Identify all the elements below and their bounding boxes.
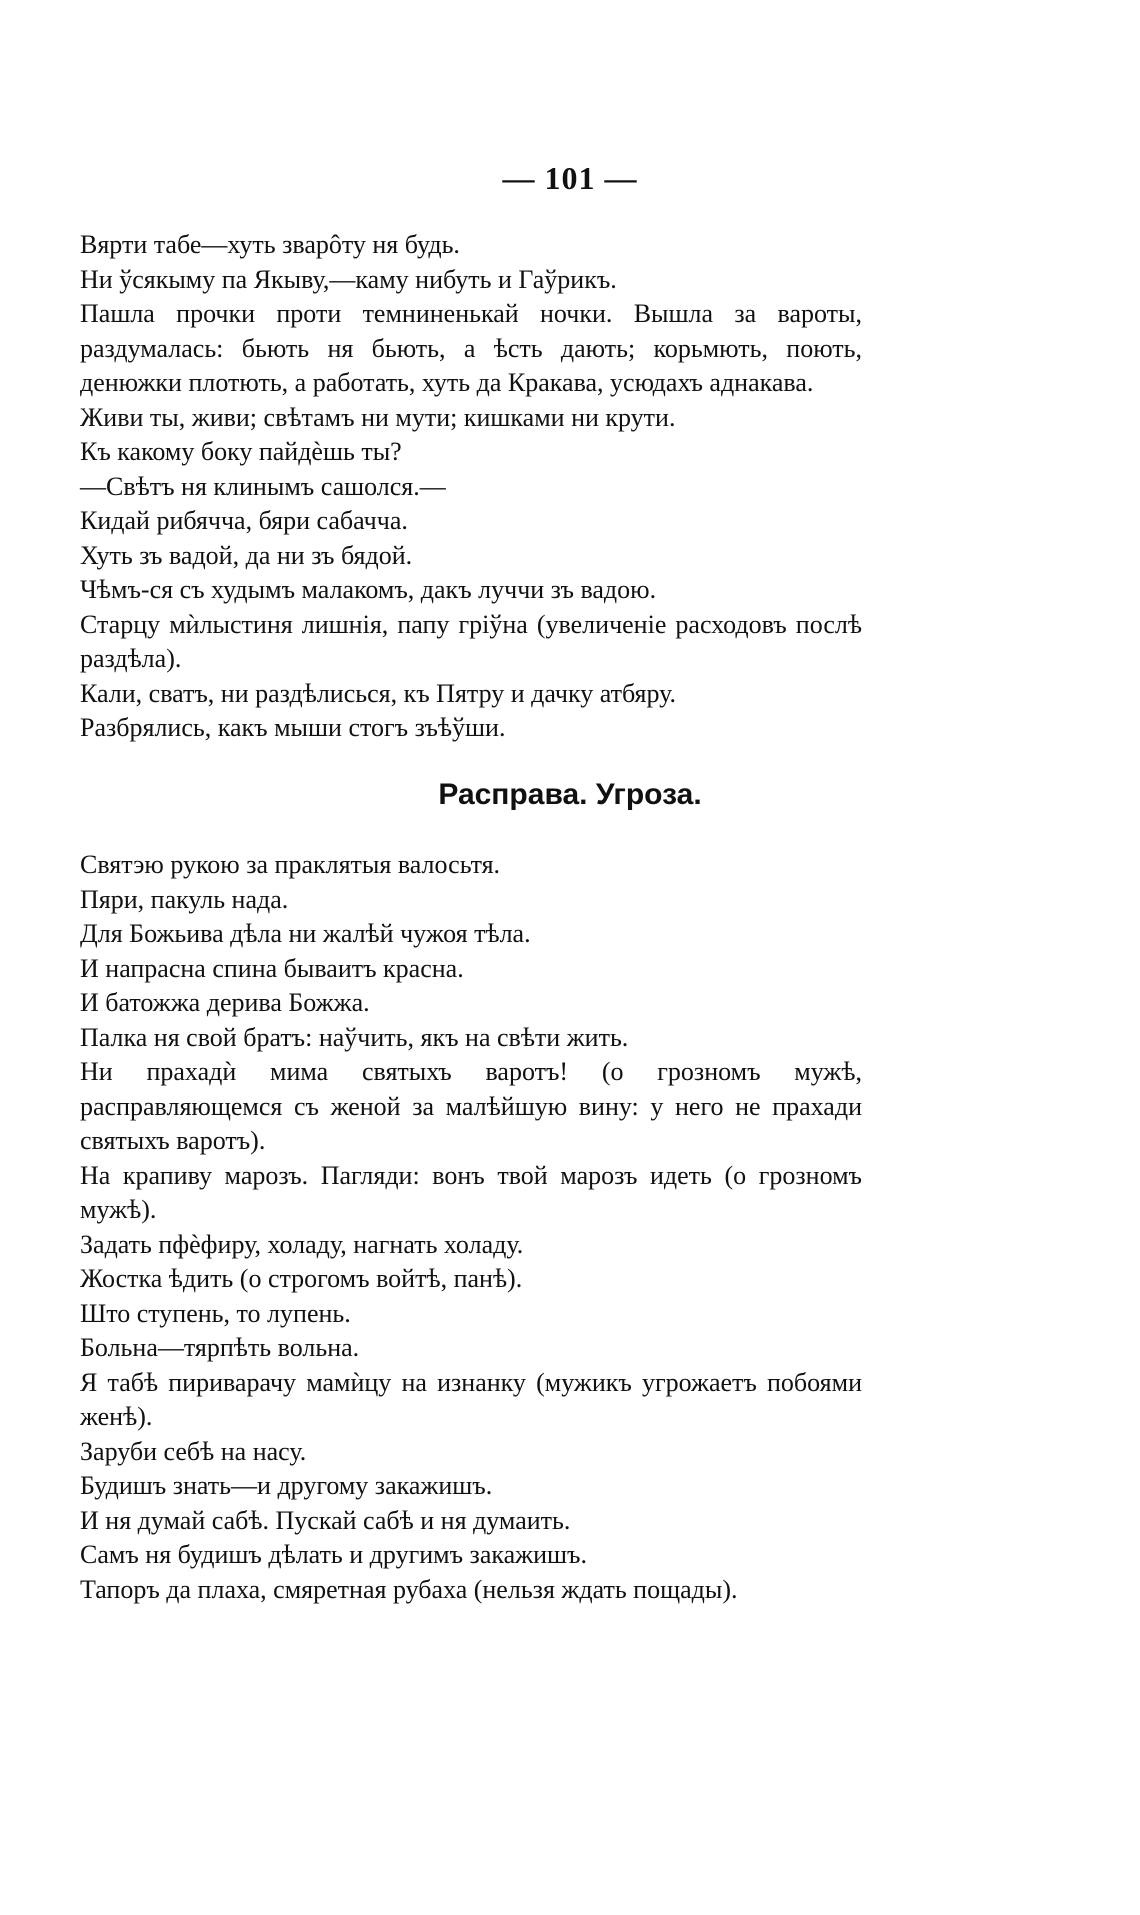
proverb-line: Пяри, пакуль нада.: [80, 884, 289, 914]
proverb-line: Пашла прочки проти темниненькай ночки. Вышла за вароты, раздумалась: бьють ня бьють, а ѣсть дають; корьмють, поють, денюжки плотють, а работать, хуть да Кракава, усюдахъ аднакава.: [80, 299, 862, 397]
proverb-line: Къ какому боку пайдѐшь ты?: [80, 437, 402, 466]
proverbs-section-punishment: [80, 848, 862, 1607]
proverb-line: И батожжа дерива Божжа.: [80, 988, 370, 1017]
proverbs-section-division: [80, 228, 862, 746]
proverb-line: Заруби себѣ на насу.: [80, 1436, 307, 1466]
proverb-line: И напрасна спина бываитъ красна.: [80, 953, 464, 983]
proverb-line: И ня думай сабѣ. Пускай сабѣ и ня думаить.: [80, 1505, 571, 1535]
section-heading: Расправа. Угроза.: [438, 778, 702, 811]
proverb-line: Тапоръ да плаха, смяретная рубаха (нельзя ждать пощады).: [80, 1574, 738, 1604]
proverb-line: Чѣмъ-ся съ худымъ малакомъ, дакъ луччи зъ вадою.: [80, 575, 657, 604]
proverb-line: Кидай рибячча, бяри сабачча.: [80, 506, 408, 535]
proverb-line: Живи ты, живи; свѣтамъ ни мути; кишками ни крути.: [80, 402, 676, 432]
proverb-line: Разбрялись, какъ мыши стогъ зъѣўши.: [80, 713, 506, 742]
proverb-line: —Свѣтъ ня клинымъ сашолся.—: [80, 471, 446, 501]
proverb-line: Старцу мѝлыстиня лишнія, папу гріўна (увеличеніе расходовъ послѣ раздѣла).: [80, 609, 862, 673]
proverb-line: Вярти табе—хуть зварôту ня будь.: [80, 230, 460, 259]
proverb-line: Для Божьива дѣла ни жалѣй чужоя тѣла.: [80, 919, 531, 948]
proverb-line: Задать пфѐфиру, холаду, нагнать холаду.: [80, 1229, 524, 1259]
proverb-line: Хуть зъ вадой, да ни зъ бядой.: [80, 540, 413, 570]
proverb-line: Самъ ня будишъ дѣлать и другимъ закажишъ.: [80, 1540, 587, 1569]
proverb-line: Жостка ѣдить (о строгомъ войтѣ, панѣ).: [80, 1264, 523, 1293]
proverb-line: Кали, сватъ, ни раздѣлисься, къ Пятру и дачку атбяру.: [80, 678, 677, 708]
proverb-line: Святэю рукою за праклятыя валосьтя.: [80, 850, 501, 879]
proverb-line: Палка ня свой братъ: наўчить, якъ на свѣти жить.: [80, 1022, 629, 1052]
proverb-line: Я табѣ пириварачу мамѝцу на изнанку (мужикъ угрожаетъ побоями женѣ).: [80, 1367, 862, 1431]
proverb-line: Што ступень, то лупень.: [80, 1298, 351, 1328]
proverb-line: На крапиву марозъ. Пагляди: вонъ твой марозъ идеть (о грозномъ мужѣ).: [80, 1160, 862, 1224]
proverb-line: Больна—тярпѣть вольна.: [80, 1333, 360, 1362]
proverb-line: Будишъ знать—и другому закажишъ.: [80, 1471, 493, 1500]
proverb-line: Ни ўсякыму па Якыву,—каму нибуть и Гаўрикъ.: [80, 264, 617, 294]
page-number: — 101 —: [502, 160, 638, 196]
proverb-line: Ни прахадѝ мима святыхъ варотъ! (о грозномъ мужѣ, расправляющемся съ женой за малѣйшую вину: у него не прахади святыхъ варотъ).: [80, 1057, 862, 1155]
